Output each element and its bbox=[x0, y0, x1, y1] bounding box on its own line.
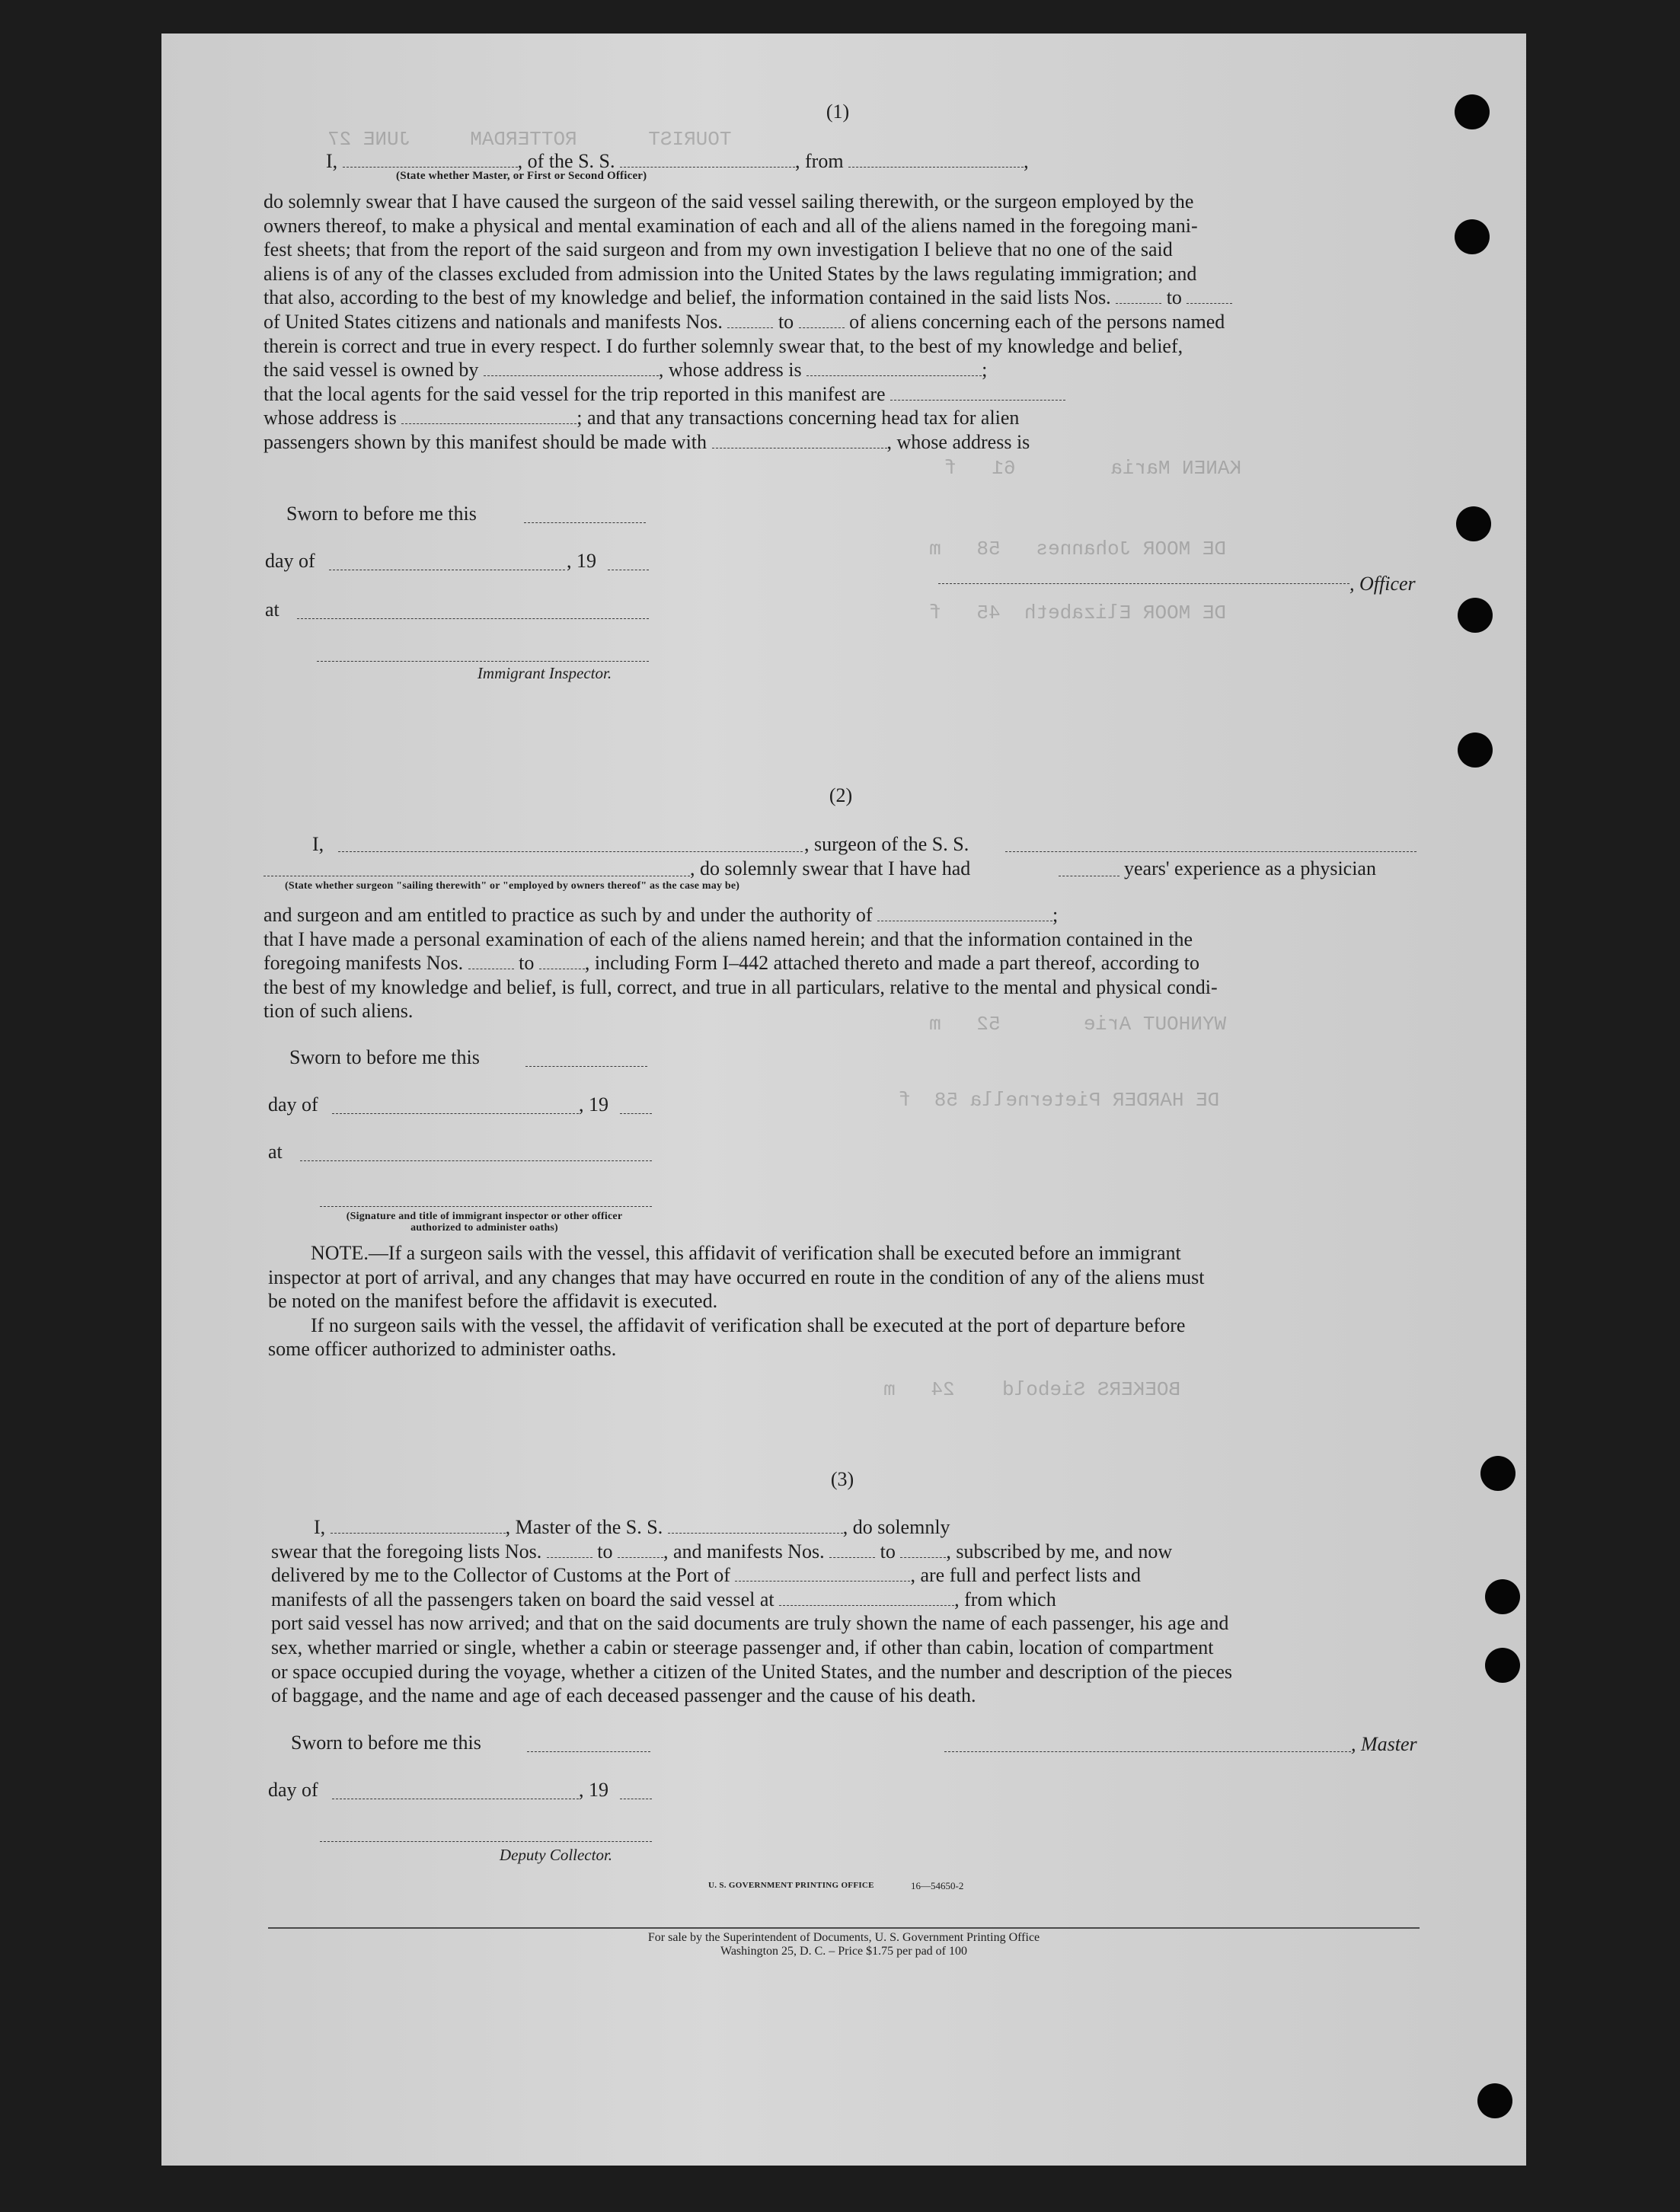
signature-title-caption: (Signature and title of immigrant inspector or other officer authorized to administer oaths) bbox=[346, 1211, 623, 1234]
binder-hole bbox=[1477, 2083, 1512, 2118]
surgeon-status-caption: (State whether surgeon "sailing therewith" or "employed by owners thereof" as the case may be) bbox=[285, 880, 740, 892]
fill-in-blank[interactable] bbox=[848, 153, 1024, 168]
day-of-field[interactable] bbox=[332, 1113, 579, 1114]
surgeon-swear-text: , do solemnly swear that I have had bbox=[690, 857, 971, 879]
text-line: inspector at port of arrival, and any changes that may have occurred en route in the condition of any of the aliens must bbox=[268, 1266, 1205, 1288]
text-line: and surgeon and am entitled to practice as such by and under the authority of ; bbox=[263, 904, 1059, 926]
officer-signature-field[interactable] bbox=[320, 1206, 652, 1207]
text-line: be noted on the manifest before the affidavit is executed. bbox=[268, 1290, 718, 1313]
text-line: or space occupied during the voyage, whether a citizen of the United States, and the number and description of the pieces bbox=[271, 1660, 1233, 1683]
fill-in-blank[interactable] bbox=[484, 362, 659, 376]
text-line: fest sheets; that from the report of the said surgeon and from my own investigation I believe that no one of the said bbox=[263, 238, 1173, 261]
fill-in-blank[interactable] bbox=[806, 362, 982, 376]
binder-hole bbox=[1485, 1648, 1520, 1683]
surgeon-name-field[interactable] bbox=[338, 851, 803, 852]
fill-in-blank[interactable] bbox=[712, 434, 887, 448]
inspector-signature-field[interactable] bbox=[317, 661, 649, 662]
officer-signature-field[interactable] bbox=[938, 583, 1349, 584]
fill-in-blank[interactable] bbox=[539, 955, 585, 969]
section-2-body bbox=[263, 903, 1421, 1023]
section-3-number: (3) bbox=[830, 1468, 854, 1490]
deputy-collector-caption: Deputy Collector. bbox=[499, 1846, 613, 1864]
fill-in-blank[interactable] bbox=[401, 410, 577, 424]
text-line: aliens is of any of the classes excluded from admission into the United States by the laws regulating immigration; and bbox=[263, 262, 1197, 285]
deputy-collector-signature-field[interactable] bbox=[320, 1841, 652, 1842]
bleed-through-text: WYNHOUT Arie 52 m bbox=[929, 1013, 1227, 1036]
fill-in-blank[interactable] bbox=[799, 314, 845, 328]
binder-hole bbox=[1455, 219, 1490, 254]
surgeon-ss-label: , surgeon of the S. S. bbox=[804, 833, 969, 855]
binder-hole bbox=[1458, 598, 1493, 633]
binder-hole bbox=[1456, 506, 1491, 541]
immigrant-inspector-caption: Immigrant Inspector. bbox=[477, 664, 612, 682]
day-of-label: day of bbox=[265, 550, 315, 572]
binder-hole bbox=[1485, 1579, 1520, 1614]
officer-label: , Officer bbox=[1349, 573, 1416, 595]
text-line: swear that the foregoing lists Nos. to , and manifests Nos. to , subscribed by me, and now bbox=[271, 1540, 1173, 1562]
fill-in-blank[interactable] bbox=[735, 1567, 910, 1582]
text-line: If no surgeon sails with the vessel, the affidavit of verification shall be executed at the port of departure before bbox=[311, 1313, 1186, 1336]
fill-in-blank[interactable] bbox=[547, 1543, 592, 1558]
section-3-body bbox=[271, 1515, 1423, 1708]
text-line: manifests of all the passengers taken on board the said vessel at , from which bbox=[271, 1588, 1056, 1610]
text-line: of United States citizens and nationals and manifests Nos. to of aliens concerning each of the persons named bbox=[263, 310, 1225, 333]
bleed-through-text: DE MOOR Elizabeth 45 f bbox=[929, 602, 1227, 624]
text-line: passengers shown by this manifest should be made with , whose address is bbox=[263, 430, 1030, 453]
gpo-imprint: U. S. GOVERNMENT PRINTING OFFICE bbox=[708, 1881, 874, 1890]
year-label: , 19 bbox=[567, 550, 596, 572]
text-line: whose address is ; and that any transactions concerning head tax for alien bbox=[263, 407, 1020, 429]
fill-in-blank[interactable] bbox=[618, 1543, 663, 1558]
text-line: that the local agents for the said vessel for the trip reported in this manifest are bbox=[263, 382, 1421, 407]
binder-hole bbox=[1480, 1456, 1516, 1491]
year-label: , 19 bbox=[579, 1093, 608, 1116]
fill-in-blank[interactable] bbox=[343, 153, 518, 168]
fill-in-blank[interactable] bbox=[468, 955, 514, 969]
text-line: some officer authorized to administer oaths. bbox=[268, 1338, 617, 1361]
master-label: , Master bbox=[1351, 1733, 1417, 1755]
year-field[interactable] bbox=[620, 1113, 652, 1114]
fill-in-blank[interactable] bbox=[900, 1543, 946, 1558]
text-line: I, , of the S. S. , from , bbox=[326, 150, 1029, 172]
footer-line: Washington 25, D. C. – Price $1.75 per pad of 100 bbox=[720, 1945, 967, 1958]
footer-sale-notice bbox=[268, 1931, 1420, 1958]
text-line: that I have made a personal examination of each of the aliens named herein; and that the information contained in the bbox=[263, 927, 1193, 950]
fill-in-blank[interactable] bbox=[727, 314, 773, 328]
text-line: of baggage, and the name and age of each deceased passenger and the cause of his death. bbox=[271, 1684, 976, 1707]
footer-line: For sale by the Superintendent of Documents, U. S. Government Printing Office bbox=[647, 1931, 1040, 1944]
bleed-through-text: DE MOOR Johannes 58 m bbox=[929, 538, 1227, 560]
text-line: the said vessel is owned by , whose address is ; bbox=[263, 359, 988, 381]
at-label: at bbox=[265, 598, 279, 621]
text-line: port said vessel has now arrived; and that on the said documents are truly shown the name of each passenger, his age and bbox=[271, 1612, 1229, 1635]
section-1-number: (1) bbox=[826, 101, 850, 123]
note-text bbox=[268, 1241, 1421, 1361]
fill-in-blank[interactable] bbox=[620, 153, 795, 168]
day-of-label: day of bbox=[268, 1093, 318, 1116]
text-line: therein is correct and true in every respect. I do further solemnly swear that, to the best of my knowledge and belief, bbox=[263, 334, 1183, 357]
at-location-field[interactable] bbox=[297, 618, 649, 619]
bleed-through-text: TOURIST ROTTERDAM JUNE 27 bbox=[327, 128, 732, 151]
surgeon-i-label: I, bbox=[312, 833, 324, 855]
state-officer-caption: (State whether Master, or First or Second Officer) bbox=[396, 170, 647, 182]
sworn-label: Sworn to before me this bbox=[286, 503, 477, 525]
text-line: do solemnly swear that I have caused the surgeon of the said vessel sailing therewith, or the surgeon employed by the bbox=[263, 190, 1194, 212]
text-line: sex, whether married or single, whether a cabin or steerage passenger and, if other than cabin, location of compartment bbox=[271, 1636, 1214, 1658]
binder-hole bbox=[1458, 733, 1493, 768]
surgeon-physician-text: years' experience as a physician bbox=[1124, 857, 1376, 879]
text-line: owners thereof, to make a physical and mental examination of each and all of the aliens named in the foregoing mani- bbox=[263, 214, 1198, 237]
text-line: I, , Master of the S. S. , do solemnly bbox=[314, 1516, 950, 1538]
footer-divider bbox=[268, 1927, 1420, 1929]
sworn-label: Sworn to before me this bbox=[289, 1046, 480, 1068]
fill-in-blank[interactable] bbox=[890, 386, 1065, 401]
sworn-date-field[interactable] bbox=[524, 522, 646, 523]
fill-in-blank[interactable] bbox=[668, 1519, 843, 1534]
text-line: NOTE.—If a surgeon sails with the vessel, this affidavit of verification shall be executed before an immigrant bbox=[311, 1242, 1181, 1264]
sworn-label: Sworn to before me this bbox=[291, 1732, 481, 1754]
sworn-date-field[interactable] bbox=[527, 1751, 650, 1752]
master-signature-field[interactable] bbox=[944, 1751, 1351, 1752]
text-line: the best of my knowledge and belief, is full, correct, and true in all particulars, relative to the mental and physical condi- bbox=[263, 975, 1218, 998]
sworn-date-field[interactable] bbox=[525, 1066, 647, 1067]
binder-hole bbox=[1455, 94, 1490, 129]
text-line: tion of such aliens. bbox=[263, 1000, 414, 1023]
surgeon-vessel-field[interactable] bbox=[1005, 851, 1417, 852]
fill-in-blank[interactable] bbox=[779, 1591, 954, 1606]
section-1-body bbox=[263, 190, 1421, 455]
day-of-label: day of bbox=[268, 1779, 318, 1801]
fill-in-blank[interactable] bbox=[1116, 289, 1161, 304]
fill-in-blank[interactable] bbox=[1187, 289, 1232, 304]
year-label: , 19 bbox=[579, 1779, 608, 1801]
text-line: delivered by me to the Collector of Customs at the Port of , are full and perfect lists and bbox=[271, 1564, 1141, 1587]
section-2-number: (2) bbox=[829, 784, 853, 806]
fill-in-blank[interactable] bbox=[331, 1519, 506, 1534]
at-label: at bbox=[268, 1141, 283, 1163]
text-line: that also, according to the best of my knowledge and belief, the information contained in the said lists Nos. to bbox=[263, 286, 1421, 310]
form-number: 16—54650-2 bbox=[911, 1880, 964, 1891]
text-line: foregoing manifests Nos. to , including Form I–442 attached thereto and made a part thereof, according to bbox=[263, 952, 1200, 975]
fill-in-blank[interactable] bbox=[877, 907, 1052, 921]
bleed-through-text: DE HARDER Pieternella 58 f bbox=[899, 1089, 1220, 1112]
bleed-through-text: BOEKERS Siebold 24 m bbox=[883, 1378, 1181, 1401]
at-location-field[interactable] bbox=[300, 1160, 652, 1161]
bleed-through-text: KANEN Maria 61 f bbox=[944, 457, 1242, 480]
fill-in-blank[interactable] bbox=[829, 1543, 875, 1558]
